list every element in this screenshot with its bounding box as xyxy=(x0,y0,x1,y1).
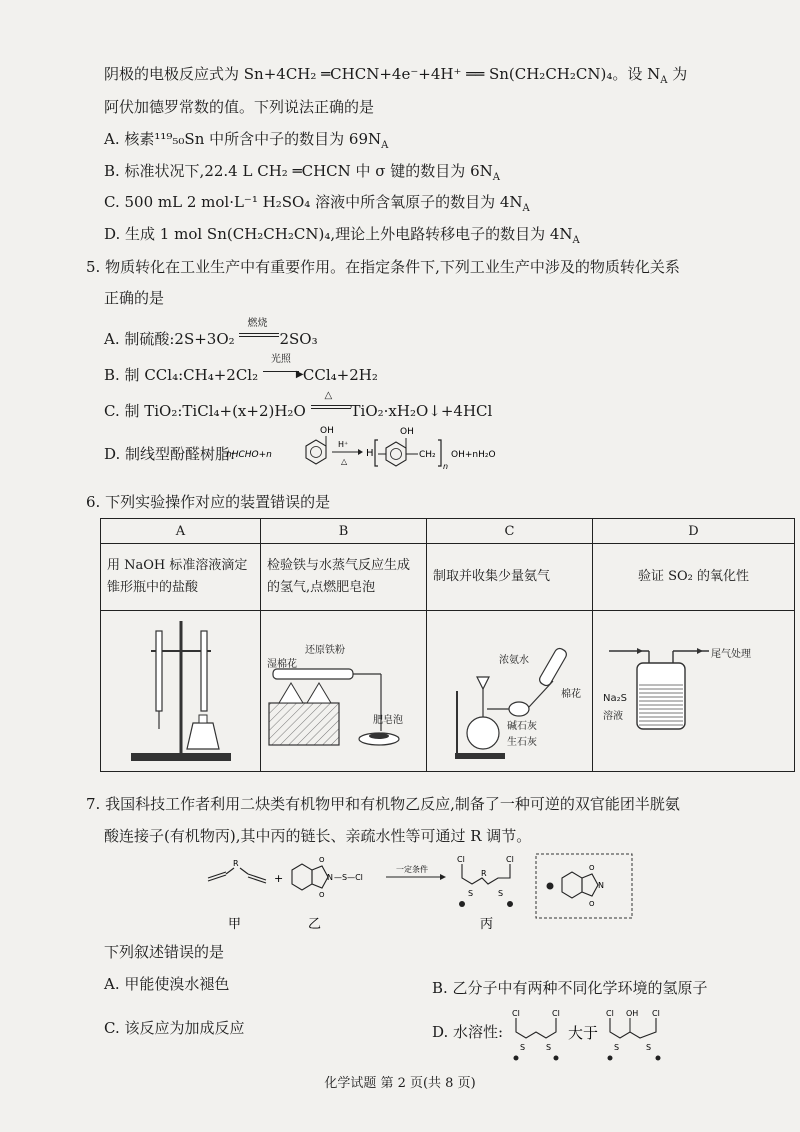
q7-option-c: C. 该反应为加成反应 xyxy=(104,1019,245,1037)
iron-steam-setup-illustration xyxy=(261,611,427,771)
svg-text:nHCHO+n: nHCHO+n xyxy=(226,450,272,460)
table-description-row xyxy=(101,544,795,611)
q4-option-a: A. 核素¹¹⁹₅₀Sn 中所含中子的数目为 $69N_A$ xyxy=(104,130,389,151)
stand-base-c xyxy=(455,753,505,759)
q7-stem-line2: 酸连接子(有机物丙),其中丙的链长、亲疏水性等可通过 R 调节。 xyxy=(104,827,532,845)
header-a: A xyxy=(101,519,261,544)
apparatus-c xyxy=(427,611,593,772)
svg-text:S: S xyxy=(546,1043,552,1052)
svg-text:S: S xyxy=(520,1043,526,1052)
svg-text:Cl: Cl xyxy=(606,1009,614,1018)
q7-option-b: B. 乙分子中有两种不同化学环境的氢原子 xyxy=(432,979,708,997)
svg-text:Cl: Cl xyxy=(457,855,465,864)
plus-sign: + xyxy=(274,872,284,885)
svg-text:n: n xyxy=(443,462,449,471)
svg-text:甲: 甲 xyxy=(228,917,242,932)
phenol-aromatic-circle xyxy=(311,447,322,458)
jia-alkyne-right xyxy=(248,874,266,880)
svg-text:S: S xyxy=(614,1043,620,1052)
round-flask xyxy=(467,717,499,749)
svg-text:Cl: Cl xyxy=(552,1009,560,1018)
desc-a: 用 NaOH 标准溶液滴定锥形瓶中的盐酸 xyxy=(101,544,261,611)
reaction-tube xyxy=(273,669,353,679)
polymer-ring xyxy=(386,442,406,466)
svg-text:大于: 大于 xyxy=(568,1024,599,1042)
q7-option-a: A. 甲能使溴水褪色 xyxy=(104,975,230,993)
desc-d: 验证 SO₂ 的氧化性 xyxy=(593,544,795,611)
q5-stem-line2: 正确的是 xyxy=(104,289,165,307)
soap-bubbles xyxy=(369,733,389,739)
svg-text:O: O xyxy=(319,856,325,864)
bing-dot-left xyxy=(459,901,465,907)
svg-text:N: N xyxy=(327,873,333,882)
svg-text:S: S xyxy=(468,889,474,898)
header-c: C xyxy=(427,519,593,544)
header-d: D xyxy=(593,519,795,544)
label-na2s: Na₂S xyxy=(603,693,627,704)
svg-text:CH₂: CH₂ xyxy=(419,450,436,460)
left-mol-dot-1 xyxy=(514,1056,519,1061)
svg-text:OH: OH xyxy=(626,1009,639,1018)
label-iron-powder: 还原铁粉 xyxy=(305,645,345,656)
svg-text:OH+nH₂O: OH+nH₂O xyxy=(451,450,496,460)
yi-imide-ring xyxy=(312,866,328,888)
q5-option-d-equation xyxy=(226,422,516,478)
label-conc-ammonia: 浓氨水 xyxy=(499,655,529,666)
svg-text:一定条件: 一定条件 xyxy=(396,865,428,874)
svg-text:Cl: Cl xyxy=(506,855,514,864)
svg-text:O: O xyxy=(589,864,595,872)
molecule-right-backbone xyxy=(610,1018,656,1038)
apparatus-a xyxy=(101,611,261,772)
jia-alkyne-left xyxy=(208,872,226,878)
q4-line1: 阴极的电极反应式为 Sn+4CH₂ ═CHCN+4e⁻+4H⁺ ══ Sn(CH₂CH₂CN)₄。设 $N_A$ 为 xyxy=(104,65,688,86)
flask-neck xyxy=(199,715,207,723)
label-wet-cotton: 湿棉花 xyxy=(267,659,297,670)
svg-text:O: O xyxy=(589,900,595,908)
support-block xyxy=(269,703,339,745)
svg-text:S: S xyxy=(498,889,504,898)
label-solution: 溶液 xyxy=(603,711,623,722)
label-quicklime: 生石灰 xyxy=(507,737,537,748)
stand-base xyxy=(131,753,231,761)
bracket-left xyxy=(375,440,378,466)
burette-left xyxy=(156,631,162,711)
polymer-aromatic-circle xyxy=(391,449,402,460)
table-header-row xyxy=(101,519,795,544)
bing-dot-right xyxy=(507,901,513,907)
q4-option-b: B. 标准状况下,22.4 L CH₂ ═CHCN 中 σ 键的数目为 $6N_A$ xyxy=(104,162,500,183)
svg-text:OH: OH xyxy=(400,427,414,437)
label-soda-lime: 碱石灰 xyxy=(507,721,537,732)
q5-option-a: A. 制硫酸:2S+3O₂ 燃烧 2SO₃ xyxy=(104,318,318,348)
left-mol-dot-2 xyxy=(554,1056,559,1061)
burette-right xyxy=(201,631,207,711)
titration-setup-illustration xyxy=(101,611,261,771)
svg-text:—S—Cl: —S—Cl xyxy=(334,873,363,882)
q5-option-b: B. 制 CCl₄:CH₄+2Cl₂ 光照 ▶ CCl₄+2H₂ xyxy=(104,354,378,384)
box-dot xyxy=(547,883,554,890)
svg-text:OH: OH xyxy=(320,426,334,436)
q5-option-d-label: D. 制线型酚醛树脂: xyxy=(104,445,236,463)
phenol-ring xyxy=(306,440,326,464)
na2s-solution xyxy=(639,683,683,727)
svg-text:△: △ xyxy=(341,457,348,466)
right-mol-dot-1 xyxy=(608,1056,613,1061)
q6-stem: 6. 下列实验操作对应的装置错误的是 xyxy=(86,493,331,511)
svg-text:Cl: Cl xyxy=(512,1009,520,1018)
q5-stem-line1: 5. 物质转化在工业生产中有重要作用。在指定条件下,下列工业生产中涉及的物质转化关系 xyxy=(86,258,680,276)
burner-right xyxy=(307,683,331,703)
svg-text:O: O xyxy=(319,891,325,899)
header-b: B xyxy=(261,519,427,544)
desc-b: 检验铁与水蒸气反应生成的氢气,点燃肥皂泡 xyxy=(261,544,427,611)
svg-text:乙: 乙 xyxy=(308,917,322,932)
burner-left xyxy=(279,683,303,703)
svg-text:H: H xyxy=(366,448,374,459)
q4-option-d: D. 生成 1 mol Sn(CH₂CH₂CN)₄,理论上外电路转移电子的数目为 $4N_A$ xyxy=(104,225,580,246)
q7-question: 下列叙述错误的是 xyxy=(104,943,225,961)
svg-text:R: R xyxy=(481,869,487,878)
conical-flask xyxy=(187,723,219,749)
inlet-arrow xyxy=(637,648,643,654)
apparatus-b xyxy=(261,611,427,772)
right-mol-dot-2 xyxy=(656,1056,661,1061)
label-tail-gas: 尾气处理 xyxy=(711,649,751,660)
dropping-funnel xyxy=(477,677,489,689)
so2-wash-bottle-illustration xyxy=(593,611,795,771)
svg-text:S: S xyxy=(646,1043,652,1052)
yi-benzene-ring xyxy=(292,864,312,890)
svg-text:N: N xyxy=(598,881,604,890)
q4-line2: 阿伏加德罗常数的值。下列说法正确的是 xyxy=(104,98,375,116)
page-footer: 化学试题 第 2 页(共 8 页) xyxy=(324,1076,476,1091)
q7-arrowhead xyxy=(440,874,446,880)
bracket-right xyxy=(438,440,441,466)
q7-stem-line1: 7. 我国科技工作者利用二炔类有机物甲和有机物乙反应,制备了一种可逆的双官能团半胱氨 xyxy=(86,795,680,813)
svg-text:R: R xyxy=(233,859,239,868)
q5-option-c: C. 制 TiO₂:TiCl₄+(x+2)H₂O △ TiO₂·xH₂O↓+4HCl xyxy=(104,390,493,420)
drying-tube xyxy=(509,702,529,716)
q7-option-d: D. 水溶性: xyxy=(432,1023,504,1041)
q4-option-c: C. 500 mL 2 mol·L⁻¹ H₂SO₄ 溶液中所含氧原子的数目为 $4N_A$ xyxy=(104,193,530,214)
label-cotton-c: 棉花 xyxy=(561,689,581,700)
desc-c: 制取并收集少量氨气 xyxy=(427,544,593,611)
outlet-arrow xyxy=(697,648,703,654)
box-benzene-ring xyxy=(562,872,582,898)
q6-apparatus-table xyxy=(100,518,795,772)
q7-option-d-structures xyxy=(506,1004,666,1064)
molecule-left-backbone xyxy=(516,1018,556,1038)
svg-text:丙: 丙 xyxy=(480,917,494,932)
label-soap-bubble: 肥皂泡 xyxy=(373,715,403,726)
svg-text:H⁺: H⁺ xyxy=(338,440,349,449)
table-image-row xyxy=(101,611,795,772)
apparatus-d xyxy=(593,611,795,772)
q7-reaction-scheme xyxy=(200,850,640,940)
reaction-arrowhead xyxy=(358,449,363,455)
box-imide-ring xyxy=(582,874,598,896)
svg-text:Cl: Cl xyxy=(652,1009,660,1018)
